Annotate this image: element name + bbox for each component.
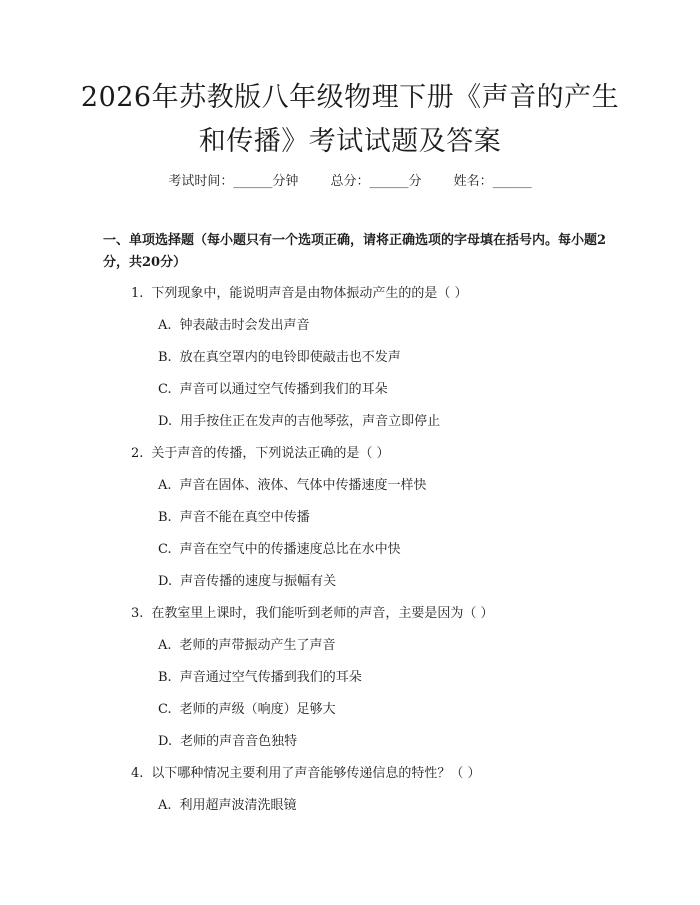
exam-title xyxy=(40,76,660,164)
option-label: A. xyxy=(158,638,172,653)
option-1b xyxy=(158,346,401,365)
option-text: 老师的声音音色独特 xyxy=(180,734,298,749)
option-text: 老师的声带振动产生了声音 xyxy=(179,638,336,653)
question-number: 4. xyxy=(131,766,144,781)
section-heading: 一、单项选择题（每小题只有一个选项正确，请将正确选项的字母填在括号内。每小题2分，共20分） xyxy=(103,233,607,270)
option-label: D. xyxy=(158,734,173,749)
option-label: D. xyxy=(158,574,173,589)
option-1c xyxy=(158,378,388,397)
option-3c xyxy=(158,698,336,717)
total-score-field: 总分：______分 xyxy=(330,174,422,189)
option-label: A. xyxy=(158,318,172,333)
option-text: 老师的声级（响度）足够大 xyxy=(179,702,336,717)
option-text: 声音在固体、液体、气体中传播速度一样快 xyxy=(179,478,427,493)
option-3a xyxy=(158,634,336,653)
option-text: 声音不能在真空中传播 xyxy=(179,510,310,525)
question-number: 3. xyxy=(131,606,144,621)
question-number: 1. xyxy=(131,286,144,301)
option-2b xyxy=(158,506,310,525)
option-text: 利用超声波清洗眼镜 xyxy=(179,798,297,813)
title-line-1: 2026年苏教版八年级物理下册《声音的产生 xyxy=(80,82,620,113)
option-2d xyxy=(158,570,336,589)
option-text: 声音在空气中的传播速度总比在水中快 xyxy=(179,542,401,557)
question-3 xyxy=(131,602,494,621)
option-label: B. xyxy=(158,350,172,365)
option-4a xyxy=(158,794,297,813)
exam-meta xyxy=(0,170,700,189)
question-1 xyxy=(131,282,468,301)
option-3d xyxy=(158,730,297,749)
option-label: C. xyxy=(158,542,172,557)
option-text: 声音传播的速度与振幅有关 xyxy=(180,574,337,589)
option-1a xyxy=(158,314,310,333)
question-text: 下列现象中，能说明声音是由物体振动产生的的是（ ） xyxy=(151,286,468,301)
question-4 xyxy=(131,762,481,781)
option-text: 声音通过空气传播到我们的耳朵 xyxy=(179,670,362,685)
option-text: 放在真空罩内的电铃即使敲击也不发声 xyxy=(179,350,401,365)
student-name-field: 姓名：______ xyxy=(453,174,532,189)
option-2c xyxy=(158,538,401,557)
option-3b xyxy=(158,666,362,685)
option-1d xyxy=(158,410,440,429)
question-text: 关于声音的传播，下列说法正确的是（ ） xyxy=(151,446,390,461)
question-2 xyxy=(131,442,390,461)
option-text: 声音可以通过空气传播到我们的耳朵 xyxy=(179,382,388,397)
option-label: D. xyxy=(158,414,173,429)
option-text: 钟表敲击时会发出声音 xyxy=(179,318,310,333)
option-2a xyxy=(158,474,427,493)
title-line-2: 和传播》考试试题及答案 xyxy=(198,126,502,157)
question-text: 在教室里上课时，我们能听到老师的声音，主要是因为（ ） xyxy=(151,606,494,621)
question-number: 2. xyxy=(131,446,144,461)
option-label: A. xyxy=(158,798,172,813)
question-text: 以下哪种情况主要利用了声音能够传递信息的特性？（ ） xyxy=(151,766,481,781)
option-label: C. xyxy=(158,382,172,397)
option-label: B. xyxy=(158,510,172,525)
option-label: A. xyxy=(158,478,172,493)
option-label: C. xyxy=(158,702,172,717)
option-label: B. xyxy=(158,670,172,685)
option-text: 用手按住正在发声的吉他琴弦，声音立即停止 xyxy=(180,414,441,429)
exam-time-field: 考试时间：______分钟 xyxy=(168,174,299,189)
